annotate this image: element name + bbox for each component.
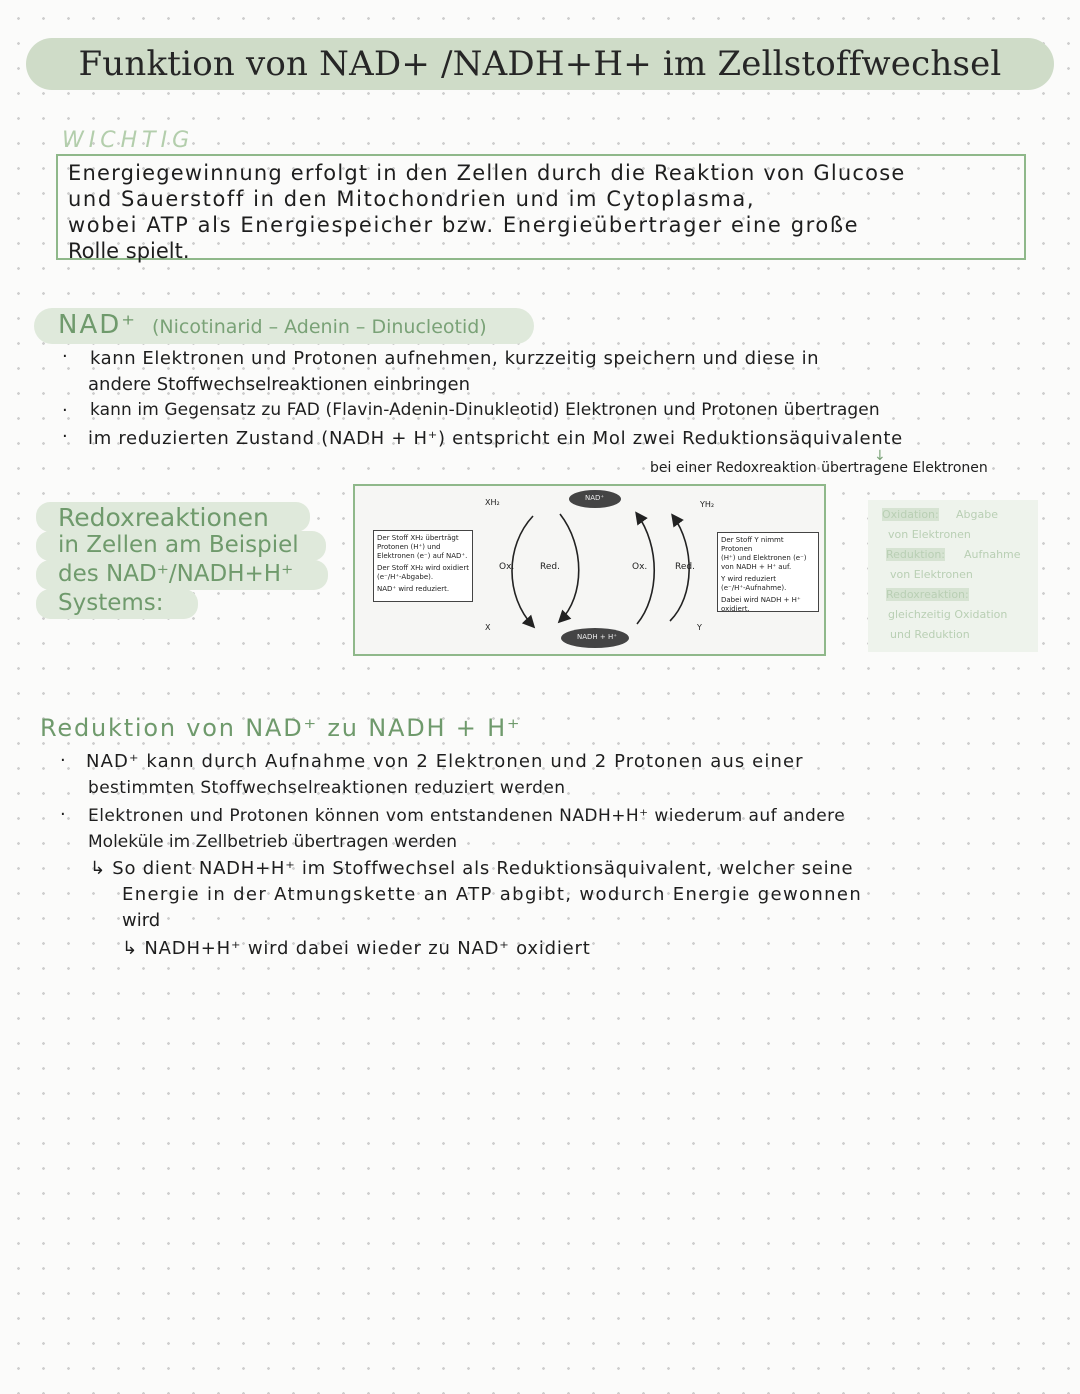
reduction-line: ↳ So dient NADH+H⁺ im Stoffwechsel als Reduktionsäquivalent, welcher seine (90, 858, 854, 879)
redox-note: bei einer Redoxreaktion übertragene Elektronen (650, 460, 988, 476)
reduction-definition: Aufnahme (964, 548, 1021, 561)
redox-label-line: Systems: (58, 590, 164, 616)
box-line: Dabei wird NADH + H⁺ (721, 596, 801, 604)
definitions-note (868, 500, 1038, 652)
redox-label-line: in Zellen am Beispiel (58, 532, 299, 558)
x-label: X (485, 623, 491, 632)
red-label: Red. (540, 562, 560, 572)
diagram-left-box (373, 530, 473, 602)
y-label: Y (697, 623, 702, 632)
reduction-line: ↳ NADH+H⁺ wird dabei wieder zu NAD⁺ oxidiert (122, 938, 591, 959)
important-line: wobei ATP als Energiespeicher bzw. Energieübertrager eine große (68, 213, 860, 237)
reduction-line: Moleküle im Zellbetrieb übertragen werden (88, 832, 458, 852)
box-line: NAD⁺ wird reduziert. (377, 585, 450, 593)
important-line: Energiegewinnung erfolgt in den Zellen durch die Reaktion von Glucose (68, 161, 906, 185)
box-line: oxidiert. (721, 605, 750, 613)
nad-heading-title: NAD⁺ (58, 310, 137, 340)
bullet-dot: · (62, 346, 68, 367)
xh2-label: XH₂ (485, 498, 500, 507)
oxidation-definition: Abgabe (956, 508, 998, 521)
down-arrow-icon: ↓ (874, 448, 886, 464)
diagram-right-box (717, 532, 819, 612)
nad-heading (34, 308, 534, 344)
box-line: Protonen (H⁺) und (377, 543, 441, 551)
oxidation-term: Oxidation: (882, 508, 939, 521)
reduction-arrow-left (560, 514, 579, 621)
reduction-line: Energie in der Atmungskette an ATP abgibt, wodurch Energie gewonnen (122, 884, 863, 905)
redox-diagram (353, 484, 826, 656)
reduction-definition: von Elektronen (890, 568, 973, 581)
nadh-bottom-label: NADH + H⁺ (577, 633, 617, 641)
title-banner (26, 38, 1054, 90)
box-line: (e⁻/H⁺-Abgabe). (377, 573, 434, 581)
reduction-term: Reduktion: (886, 548, 946, 561)
ox-label: Ox. (632, 562, 648, 572)
bullet-dot: · (62, 426, 68, 447)
reduction-heading: Reduktion von NAD⁺ zu NADH + H⁺ (40, 714, 522, 742)
important-box (56, 154, 1026, 263)
nad-bullet: kann Elektronen und Protonen aufnehmen, kurzzeitig speichern und diese in (90, 348, 820, 369)
important-line: Rolle spielt. (68, 239, 190, 263)
redox-label-line: des NAD⁺/NADH+H⁺ (58, 561, 294, 587)
box-line: Der Stoff XH₂ wird oxidiert (377, 564, 469, 572)
bullet-dot: · (60, 750, 66, 771)
reduction-line: NAD⁺ kann durch Aufnahme von 2 Elektronen und 2 Protonen aus einer (86, 751, 804, 772)
reduction-line: Elektronen und Protonen können vom entstandenen NADH+H⁺ wiederum auf andere (88, 806, 846, 826)
box-line: Der Stoff XH₂ überträgt (377, 534, 459, 542)
bullet-dot: · (60, 804, 66, 825)
redox-term: Redoxreaktion: (886, 588, 969, 601)
important-line: und Sauerstoff in den Mitochondrien und im Cytoplasma, (68, 187, 756, 211)
redox-definition: gleichzeitig Oxidation (888, 608, 1008, 621)
box-line: Der Stoff Y nimmt Protonen (721, 536, 784, 553)
box-line: Y wird reduziert (721, 575, 777, 583)
reduction-line: bestimmten Stoffwechselreaktionen reduziert werden (88, 778, 566, 798)
nad-bullet: kann im Gegensatz zu FAD (Flavin-Adenin-Dinukleotid) Elektronen und Protonen übertragen (90, 400, 880, 420)
nad-top-label: NAD⁺ (585, 494, 605, 502)
box-line: (H⁺) und Elektronen (e⁻) (721, 554, 807, 562)
nad-bullet: im reduzierten Zustand (NADH + H⁺) entspricht ein Mol zwei Reduktionsäquivalente (88, 428, 903, 449)
nad-heading-subtitle: (Nicotinarid – Adenin – Dinucleotid) (152, 316, 487, 338)
bullet-dot: · (62, 400, 68, 421)
redox-definition: und Reduktion (890, 628, 970, 641)
reduction-line: wird (122, 910, 161, 931)
important-label: WICHTIG (62, 128, 195, 153)
nad-bullet-continued: andere Stoffwechselreaktionen einbringen (88, 374, 471, 395)
ox-label: Ox. (499, 562, 515, 572)
box-line: (e⁻/H⁺-Aufnahme). (721, 584, 787, 592)
box-line: von NADH + H⁺ auf. (721, 563, 792, 571)
oxidation-definition: von Elektronen (888, 528, 971, 541)
yh2-label: YH₂ (700, 500, 715, 509)
red-label: Red. (675, 562, 695, 572)
redox-label-line: Redoxreaktionen (58, 503, 269, 532)
page-title: Funktion von NAD+ /NADH+H+ im Zellstoffwechsel (78, 44, 1002, 84)
oxidation-arrow-left (512, 516, 533, 626)
box-line: Elektronen (e⁻) auf NAD⁺. (377, 552, 468, 560)
